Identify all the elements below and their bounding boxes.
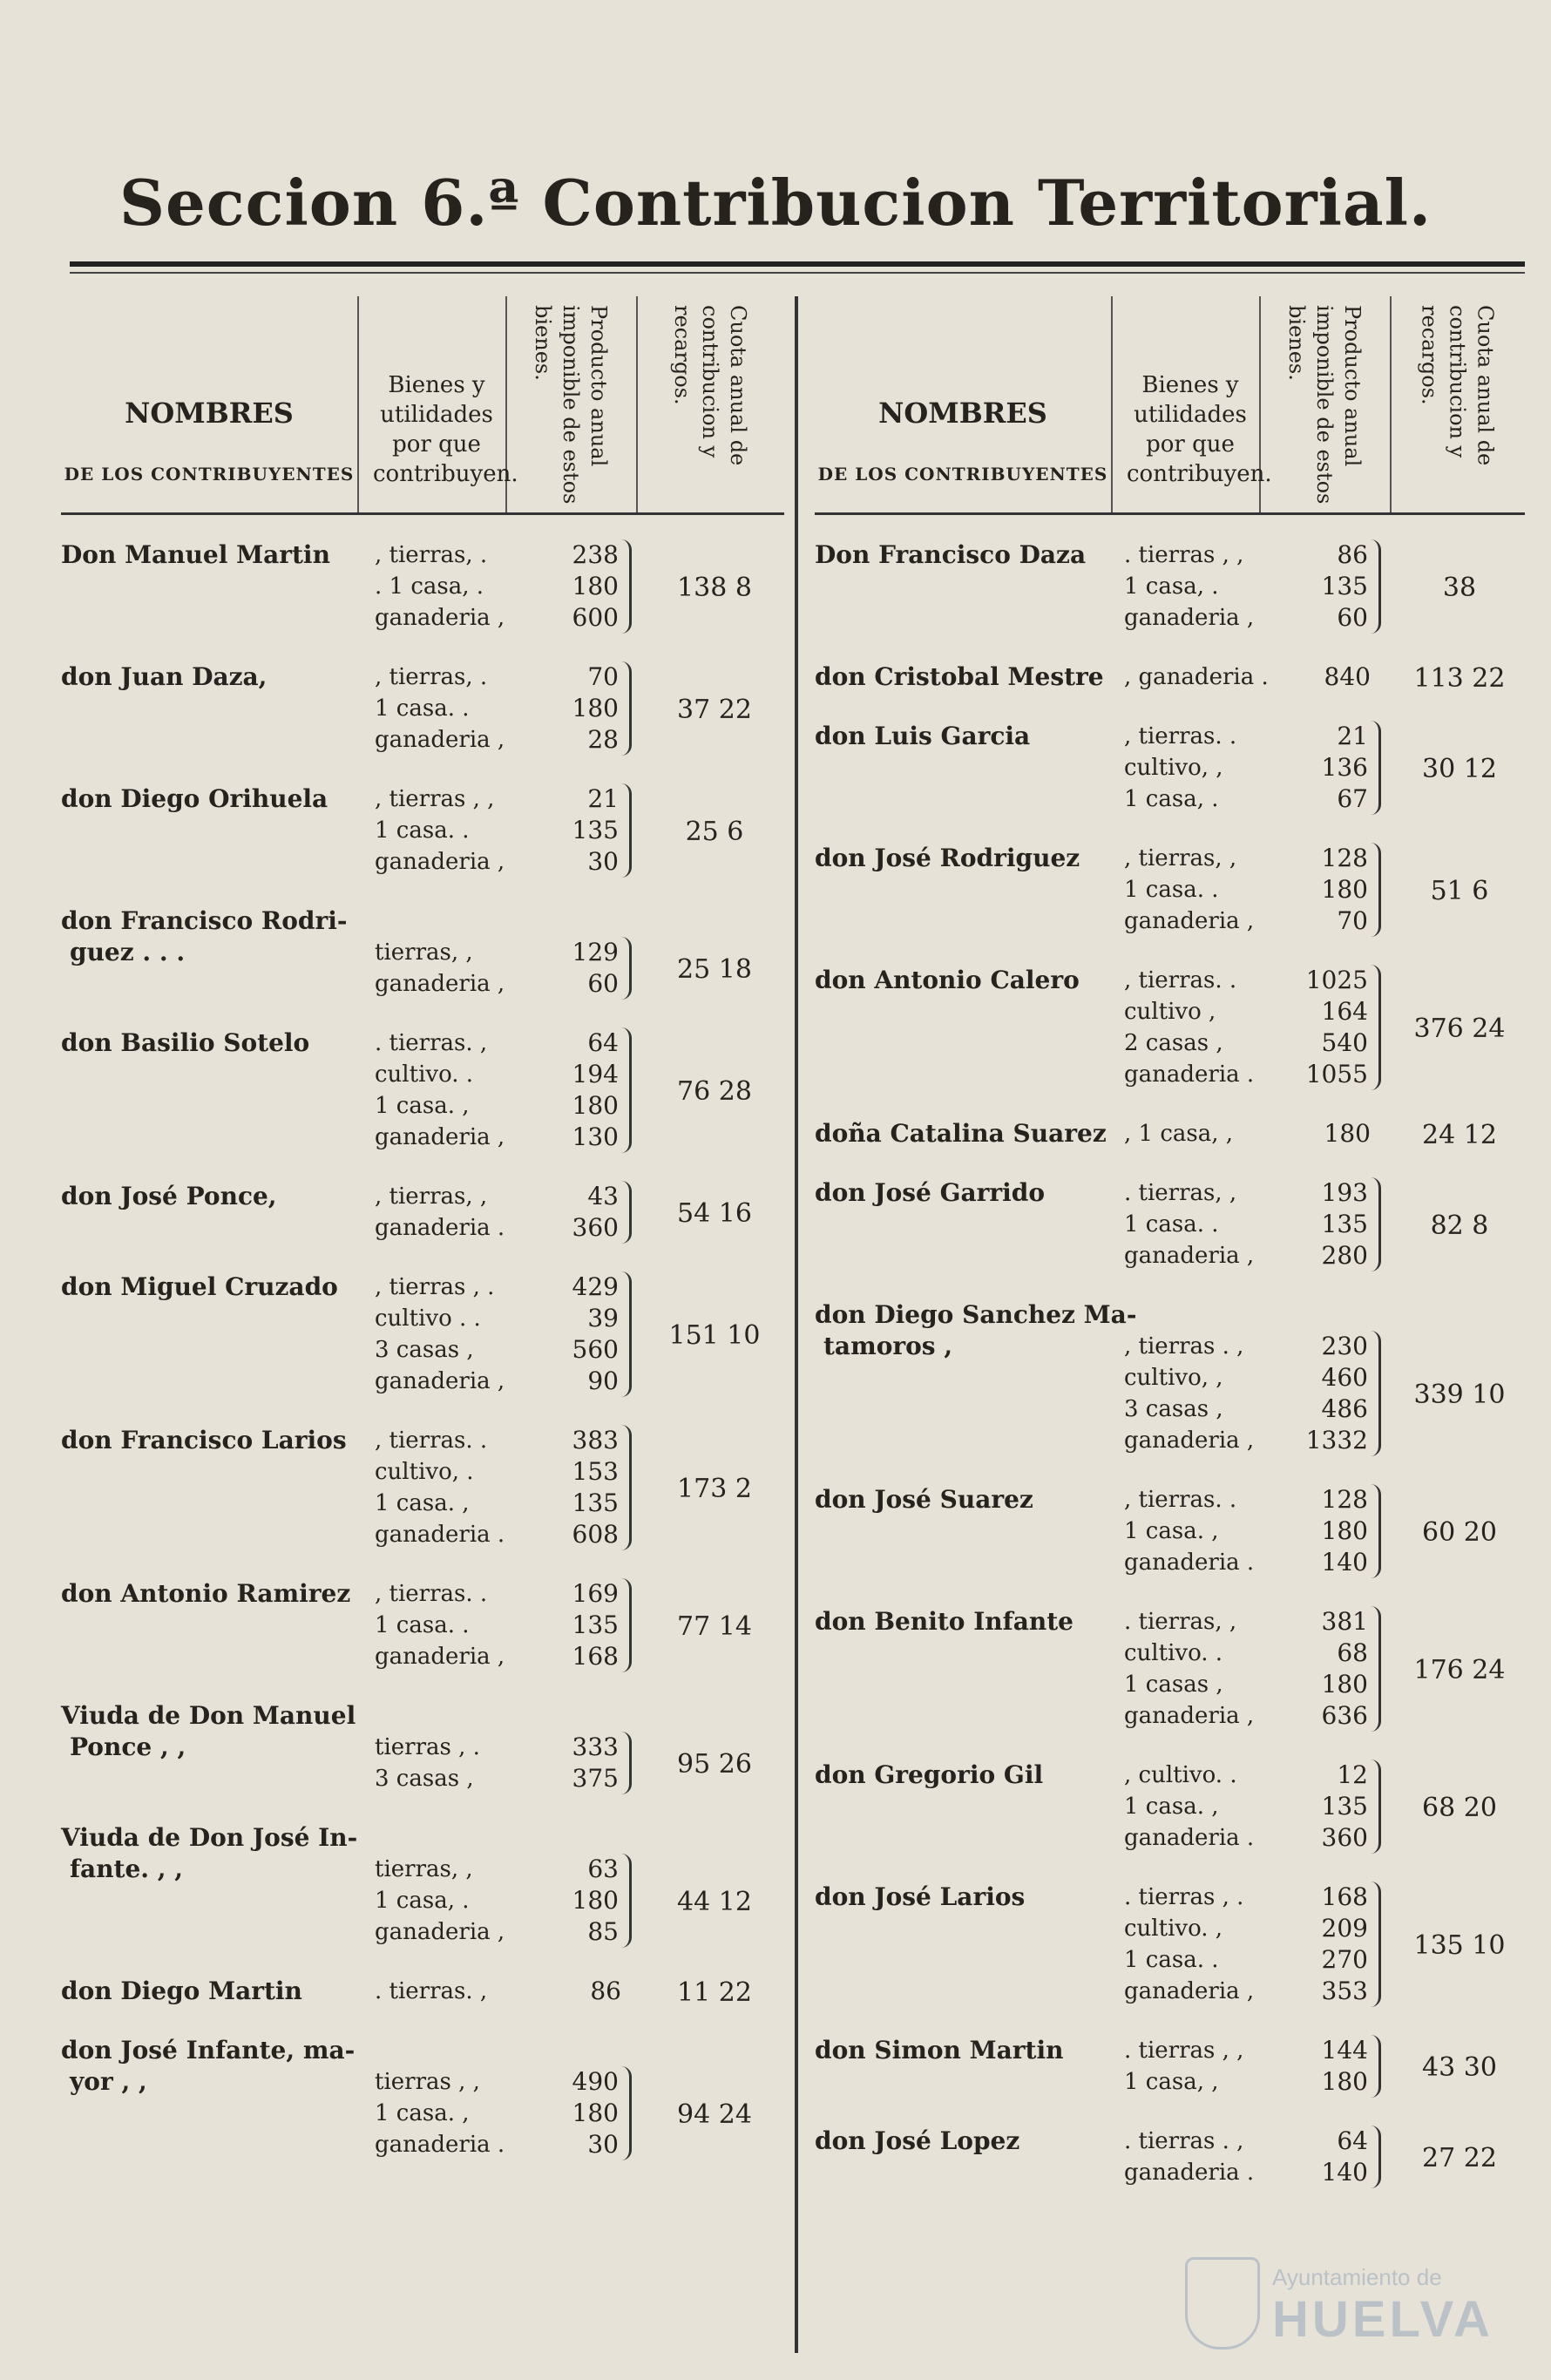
library-stamp: Ayuntamiento de HUELVA xyxy=(1185,2257,1516,2353)
table-row xyxy=(61,1271,784,1397)
contributor-name: don Cristobal Mestre xyxy=(815,662,1104,691)
property-types: , tierras. . 1 casa. . ganaderia , xyxy=(375,1581,505,1670)
taxable-values: 12 135 360 xyxy=(1259,1760,1381,1854)
property-types: tierras, , 1 casa, . ganaderia , xyxy=(375,1856,505,1945)
table-row xyxy=(61,905,784,1000)
table-row xyxy=(815,661,1525,693)
property-types: , ganaderia . xyxy=(1124,664,1269,690)
annual-quota: 113 22 xyxy=(1413,663,1506,694)
header-names: NOMBRES xyxy=(878,397,1047,430)
contributor-name: don Diego Orihuela xyxy=(61,784,328,813)
property-types: tierras , . 3 casas , xyxy=(375,1734,480,1792)
contributor-name: Don Manuel Martin xyxy=(61,540,330,569)
annual-quota: 76 28 xyxy=(677,1076,752,1107)
taxable-values: 180 xyxy=(1324,1119,1371,1148)
taxable-values: 168 209 270 353 xyxy=(1259,1882,1381,2007)
right-table xyxy=(815,296,1525,2187)
annual-quota: 54 16 xyxy=(677,1198,752,1229)
taxable-values: 129 60 xyxy=(505,937,632,1000)
taxable-values: 333 375 xyxy=(505,1732,632,1794)
contributor-name: don José Infante, ma- yor , , xyxy=(61,2036,356,2096)
header-names-sub: DE LOS CONTRIBUYENTES xyxy=(64,464,355,485)
taxable-values: 230 460 486 1332 xyxy=(1259,1331,1381,1456)
annual-quota: 37 22 xyxy=(677,695,752,725)
contributor-name: don José Larios xyxy=(815,1882,1026,1911)
annual-quota: 95 26 xyxy=(677,1749,752,1780)
annual-quota: 25 6 xyxy=(685,817,744,847)
header-cuota: Cuota anual de contribucion y recargos. xyxy=(670,305,750,466)
contributor-name: don Basilio Sotelo xyxy=(61,1028,310,1057)
table-row xyxy=(815,1606,1525,1732)
taxable-values: 169 135 168 xyxy=(505,1578,632,1672)
header-bienes: Bienes y utilidades por que contribuyen. xyxy=(373,372,518,487)
property-types: tierras, , ganaderia , xyxy=(375,939,505,997)
taxable-values: 840 xyxy=(1324,662,1371,691)
taxable-values: 238 180 600 xyxy=(505,539,632,634)
taxable-values: 70 180 28 xyxy=(505,661,632,756)
table-row xyxy=(815,721,1525,815)
taxable-values: 490 180 30 xyxy=(505,2066,632,2160)
property-types: , tierras. . 1 casa. , ganaderia . xyxy=(1124,1487,1255,1576)
table-row xyxy=(815,1760,1525,1854)
taxable-values: 64 194 180 130 xyxy=(505,1027,632,1153)
table-row xyxy=(815,539,1525,634)
annual-quota: 68 20 xyxy=(1422,1793,1497,1823)
annual-quota: 176 24 xyxy=(1413,1655,1506,1685)
annual-quota: 43 30 xyxy=(1422,2052,1497,2083)
table-row xyxy=(815,1177,1525,1271)
property-types: , tierras, , 1 casa. . ganaderia , xyxy=(1124,845,1255,934)
property-types: . tierras . , ganaderia . xyxy=(1124,2128,1255,2186)
property-types: , tierras. . cultivo , 2 casas , ganaderia . xyxy=(1124,967,1255,1088)
contributor-name: don Francisco Larios xyxy=(61,1426,347,1454)
table-row xyxy=(61,1976,784,2007)
table-row xyxy=(815,843,1525,937)
annual-quota: 44 12 xyxy=(677,1887,752,1917)
table-row xyxy=(61,539,784,634)
column-separator xyxy=(795,296,798,2353)
property-types: . tierras. , cultivo. . 1 casa. , ganaderia , xyxy=(375,1030,505,1150)
property-types: . tierras, , 1 casa. . ganaderia , xyxy=(1124,1180,1255,1269)
header-cuota: Cuota anual de contribucion y recargos. xyxy=(1417,305,1498,466)
annual-quota: 25 18 xyxy=(677,954,752,985)
contributor-name: don José Garrido xyxy=(815,1178,1046,1207)
contributor-name: doña Catalina Suarez xyxy=(815,1119,1107,1148)
property-types: , cultivo. . 1 casa. , ganaderia . xyxy=(1124,1762,1255,1851)
property-types: , tierras , , 1 casa. . ganaderia , xyxy=(375,786,505,875)
table-row xyxy=(61,1822,784,1948)
contributor-name: don Diego Sanchez Ma- tamoros , xyxy=(815,1300,1137,1360)
taxable-values: 128 180 140 xyxy=(1259,1484,1381,1578)
table-row xyxy=(815,965,1525,1090)
taxable-values: 381 68 180 636 xyxy=(1259,1606,1381,1732)
contributor-name: don Antonio Calero xyxy=(815,966,1080,994)
contributor-name: don Gregorio Gil xyxy=(815,1760,1044,1789)
contributor-name: don Miguel Cruzado xyxy=(61,1272,338,1301)
taxable-values: 86 xyxy=(590,1977,621,2005)
taxable-values: 21 136 67 xyxy=(1259,721,1381,815)
contributor-name: don Benito Infante xyxy=(815,1607,1074,1636)
table-row xyxy=(61,2035,784,2160)
property-types: . tierras. , xyxy=(375,1978,488,2004)
taxable-values: 1025 164 540 1055 xyxy=(1259,965,1381,1090)
contributor-name: don Juan Daza, xyxy=(61,662,268,691)
table-row xyxy=(61,1027,784,1153)
table-row xyxy=(61,1578,784,1672)
annual-quota: 77 14 xyxy=(677,1611,752,1642)
annual-quota: 376 24 xyxy=(1413,1014,1506,1044)
property-types: tierras , , 1 casa. , ganaderia . xyxy=(375,2069,505,2158)
contributor-name: don Luis Garcia xyxy=(815,722,1031,750)
taxable-values: 429 39 560 90 xyxy=(505,1271,632,1397)
annual-quota: 11 22 xyxy=(677,1977,752,2008)
annual-quota: 60 20 xyxy=(1422,1517,1497,1548)
annual-quota: 38 xyxy=(1442,573,1477,603)
header-producto: Producto anual imponible de estos bienes. xyxy=(531,305,611,505)
page-title: Seccion 6.ª Contribucion Territorial. xyxy=(119,166,1432,240)
table-header xyxy=(61,296,784,515)
taxable-values: 144 180 xyxy=(1259,2035,1381,2098)
annual-quota: 339 10 xyxy=(1413,1380,1506,1410)
annual-quota: 135 10 xyxy=(1413,1930,1506,1961)
taxable-values: 193 135 280 xyxy=(1259,1177,1381,1271)
header-names: NOMBRES xyxy=(125,397,294,430)
table-row xyxy=(815,1118,1525,1149)
title-rule xyxy=(70,261,1525,267)
header-bienes: Bienes y utilidades por que contribuyen. xyxy=(1127,372,1272,487)
property-types: , tierras , . cultivo . . 3 casas , ganaderia , xyxy=(375,1274,505,1394)
taxable-values: 383 153 135 608 xyxy=(505,1425,632,1550)
annual-quota: 151 10 xyxy=(668,1320,761,1351)
property-types: , 1 casa, , xyxy=(1124,1121,1234,1147)
property-types: , tierras . , cultivo, , 3 casas , ganaderia , xyxy=(1124,1333,1255,1454)
taxable-values: 128 180 70 xyxy=(1259,843,1381,937)
taxable-values: 63 180 85 xyxy=(505,1854,632,1948)
property-types: , tierras. . cultivo, . 1 casa. , ganaderia . xyxy=(375,1427,505,1548)
property-types: . tierras , , 1 casa, , xyxy=(1124,2038,1244,2095)
contributor-name: Viuda de Don Manuel Ponce , , xyxy=(61,1701,356,1761)
table-row xyxy=(815,1484,1525,1578)
table-row xyxy=(815,1299,1525,1456)
annual-quota: 51 6 xyxy=(1430,876,1489,906)
contributor-name: don José Suarez xyxy=(815,1485,1033,1514)
property-types: , tierras, . . 1 casa, . ganaderia , xyxy=(375,542,505,631)
contributor-name: don Antonio Ramirez xyxy=(61,1579,351,1608)
taxable-values: 86 135 60 xyxy=(1259,539,1381,634)
table-row xyxy=(61,783,784,878)
table-header xyxy=(815,296,1525,515)
property-types: . tierras , , 1 casa, . ganaderia , xyxy=(1124,542,1255,631)
contributor-name: don Francisco Rodri- guez . . . xyxy=(61,906,348,966)
annual-quota: 138 8 xyxy=(677,573,752,603)
annual-quota: 30 12 xyxy=(1422,754,1497,784)
taxable-values: 43 360 xyxy=(505,1181,632,1244)
taxable-values: 64 140 xyxy=(1259,2126,1381,2188)
annual-quota: 173 2 xyxy=(677,1474,752,1504)
property-types: , tierras, . 1 casa. . ganaderia , xyxy=(375,664,505,753)
taxable-values: 21 135 30 xyxy=(505,783,632,878)
shield-icon xyxy=(1185,2257,1260,2349)
contributor-name: Don Francisco Daza xyxy=(815,540,1087,569)
table-row xyxy=(61,1700,784,1794)
table-row xyxy=(61,1425,784,1550)
table-row xyxy=(815,2035,1525,2098)
header-producto: Producto anual imponible de estos bienes. xyxy=(1284,305,1365,505)
annual-quota: 82 8 xyxy=(1430,1210,1489,1241)
annual-quota: 94 24 xyxy=(677,2099,752,2130)
table-row xyxy=(61,661,784,756)
property-types: , tierras. . cultivo, , 1 casa, . xyxy=(1124,723,1237,812)
table-row xyxy=(815,1882,1525,2007)
table-row xyxy=(815,2126,1525,2188)
property-types: . tierras, , cultivo. . 1 casas , ganaderia , xyxy=(1124,1609,1255,1729)
contributor-name: Viuda de Don José In- fante. , , xyxy=(61,1823,358,1883)
annual-quota: 27 22 xyxy=(1422,2143,1497,2173)
annual-quota: 24 12 xyxy=(1422,1120,1497,1150)
contributor-name: don Diego Martin xyxy=(61,1977,302,2005)
contributor-name: don José Lopez xyxy=(815,2126,1020,2155)
contributor-name: don Simon Martin xyxy=(815,2036,1064,2065)
left-table xyxy=(61,296,784,2159)
header-names-sub: DE LOS CONTRIBUYENTES xyxy=(817,464,1108,485)
property-types: , tierras, , ganaderia . xyxy=(375,1183,505,1241)
table-row xyxy=(61,1181,784,1244)
property-types: . tierras , . cultivo. , 1 casa. . ganaderia , xyxy=(1124,1884,1255,2004)
contributor-name: don José Ponce, xyxy=(61,1182,277,1210)
contributor-name: don José Rodriguez xyxy=(815,844,1080,872)
title-rule-thin xyxy=(70,272,1525,274)
